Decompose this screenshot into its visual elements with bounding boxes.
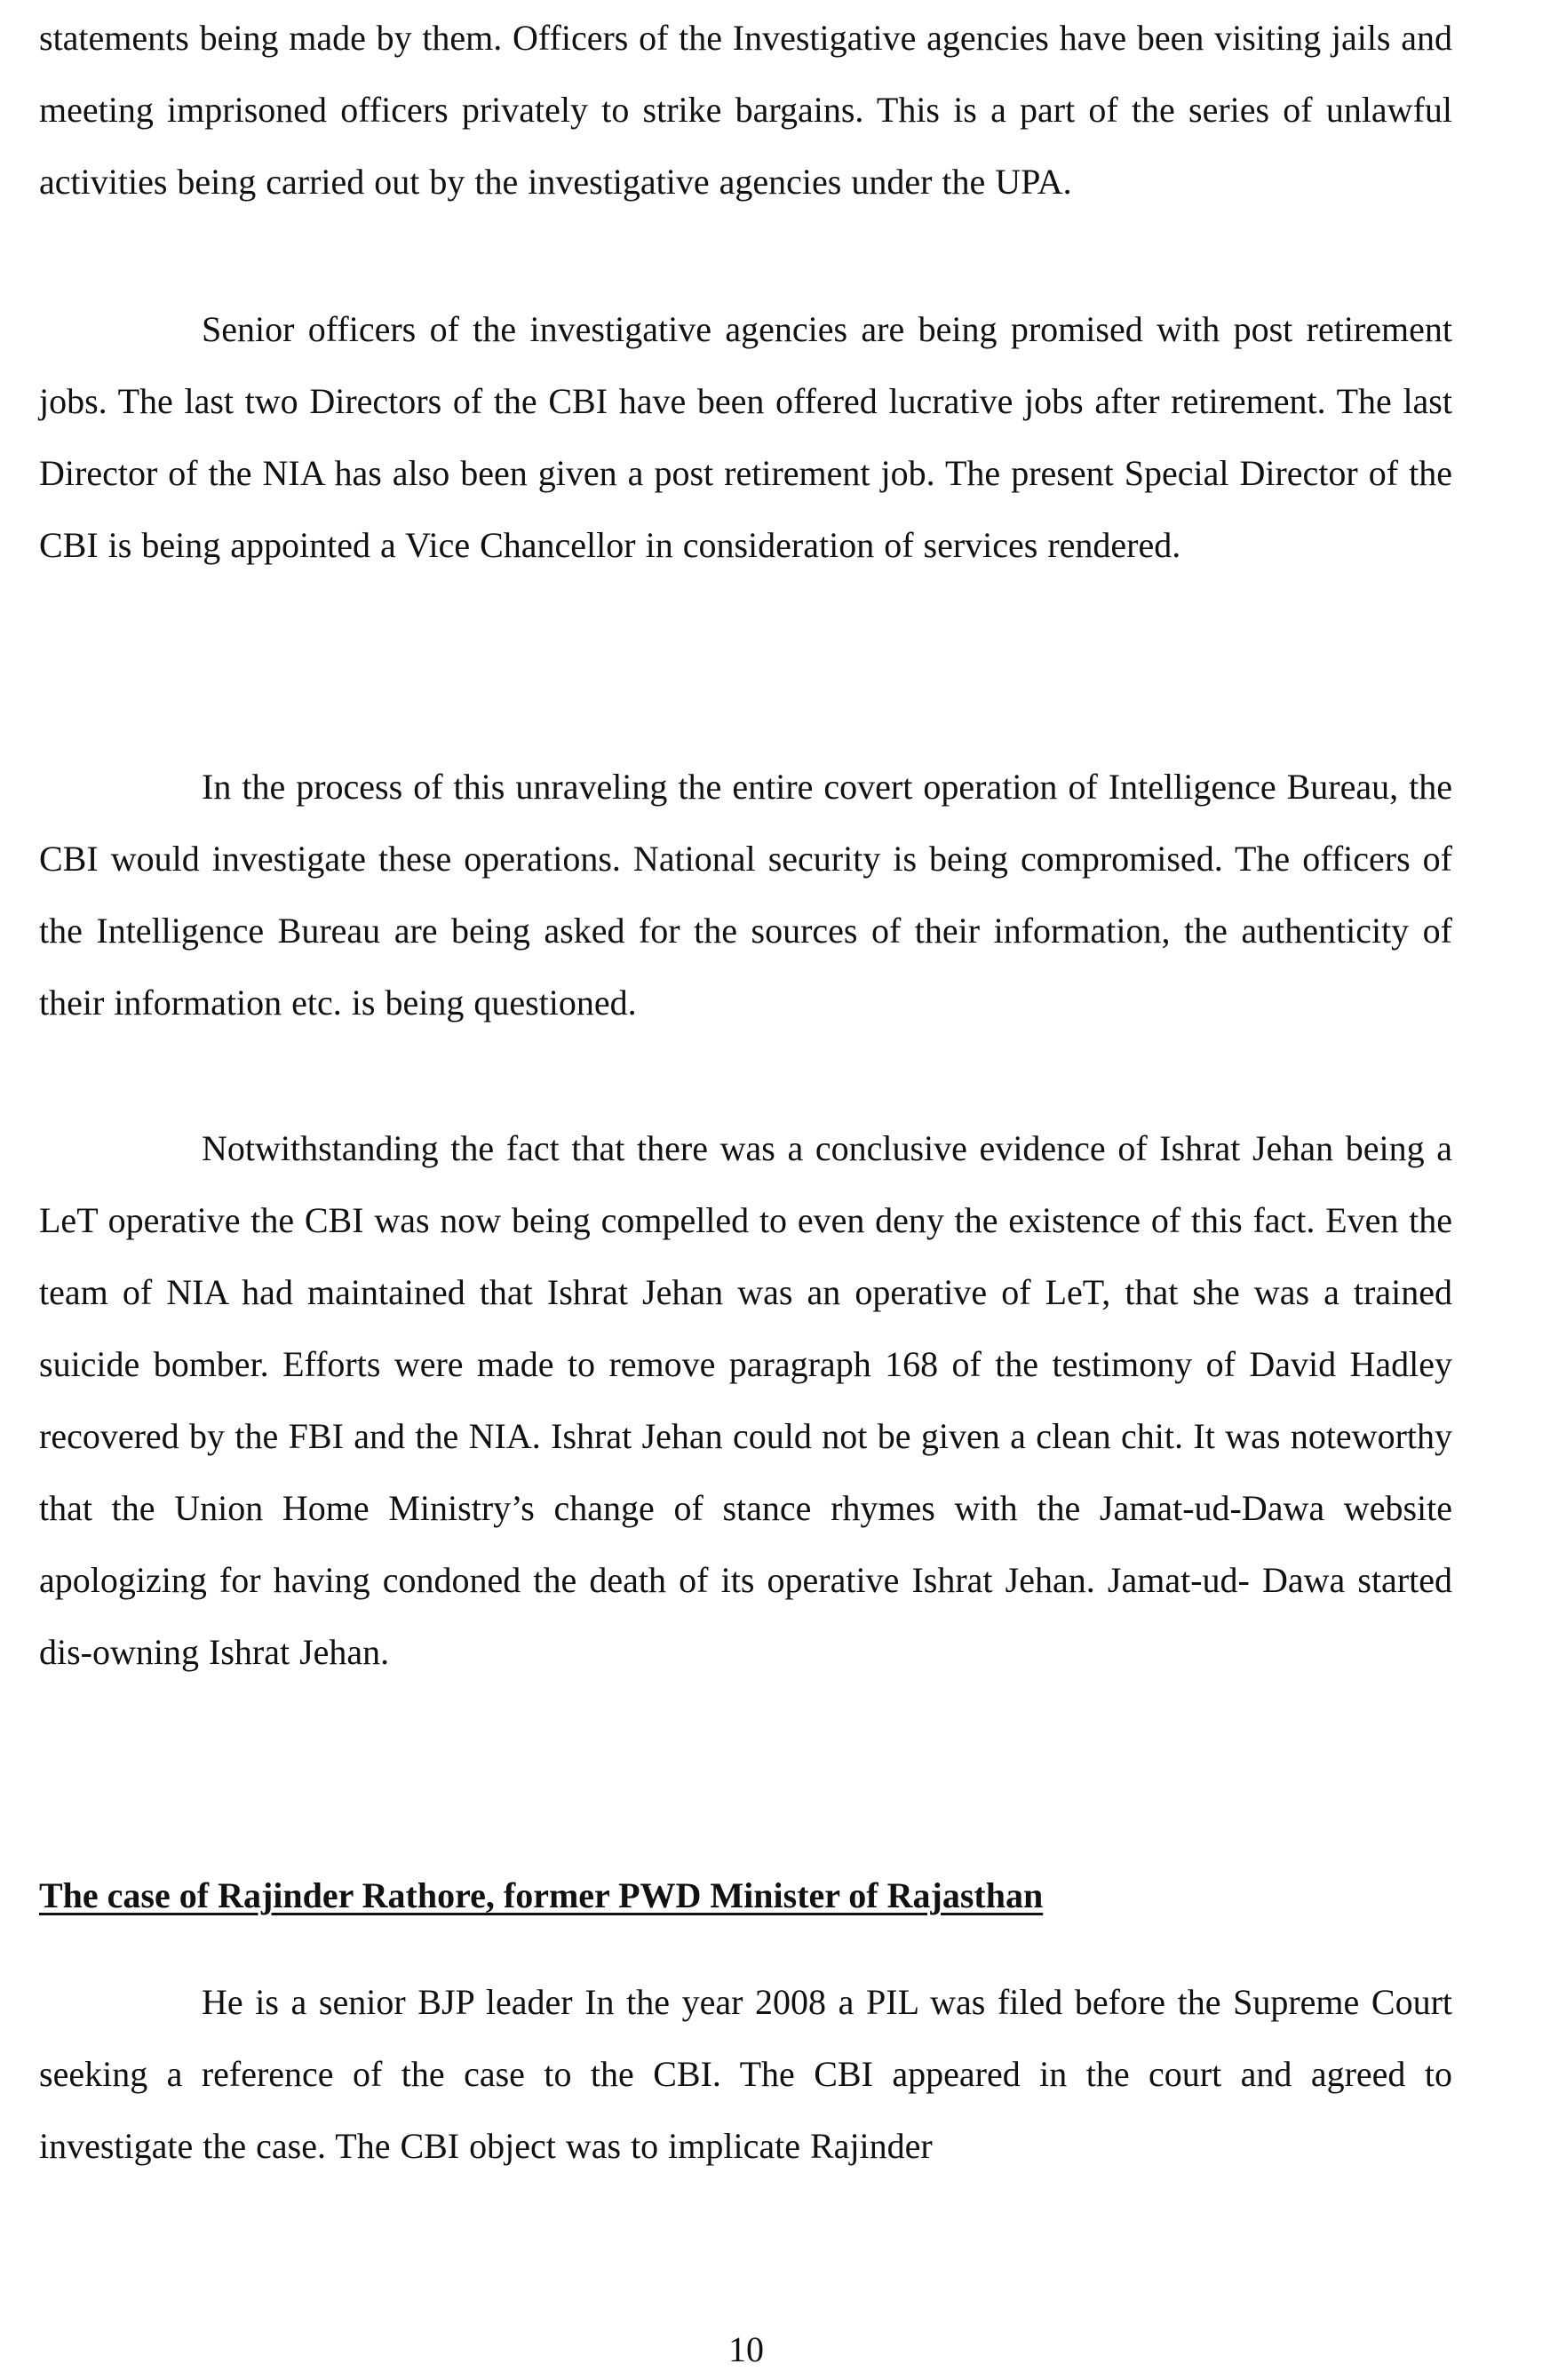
section-heading: The case of Rajinder Rathore, former PWD Minister of Rajasthan	[39, 1875, 1044, 1915]
paragraph-post-retirement-jobs: Senior officers of the investigative agencies are being promised with post retirement jobs. The last two Directors of the CBI have been offered lucrative jobs after retirement. The last Director of the NIA has also been given a post retirement job. The present Special Director of the CBI is being appointed a Vice Chancellor in consideration of services rendered.	[39, 309, 1452, 565]
paragraph-intelligence-bureau: In the process of this unraveling the entire covert operation of Intelligence Bureau, the CBI would investigate these operations. National security is being compromised. The officers of the Intelligence Bureau are being asked for the sources of their information, the authenticity of their information etc. is being questioned.	[39, 767, 1452, 1023]
page-number: 10	[728, 2329, 764, 2369]
paragraph-investigative-agencies: statements being made by them. Officers of the Investigative agencies have been visiting jails and meeting imprisoned officers privately to strike bargains. This is a part of the series of unlawful activities being carried out by the investigative agencies under the UPA.	[39, 18, 1452, 202]
paragraph-rajinder-rathore: He is a senior BJP leader In the year 2008 a PIL was filed before the Supreme Court seeking a reference of the case to the CBI. The CBI appeared in the court and agreed to investigate the case. The CBI object was to implicate Rajinder	[39, 1982, 1452, 2166]
paragraph-ishrat-jehan: Notwithstanding the fact that there was a conclusive evidence of Ishrat Jehan being a LeT operative the CBI was now being compelled to even deny the existence of this fact. Even the team of NIA had maintained that Ishrat Jehan was an operative of LeT, that she was a trained suicide bomber. Efforts were made to remove paragraph 168 of the testimony of David Hadley recovered by the FBI and the NIA. Ishrat Jehan could not be given a clean chit. It was noteworthy that the Union Home Ministry’s change of stance rhymes with the Jamat-ud-Dawa website apologizing for having condoned the death of its operative Ishrat Jehan. Jamat-ud- Dawa started dis-owning Ishrat Jehan.	[39, 1128, 1452, 1672]
